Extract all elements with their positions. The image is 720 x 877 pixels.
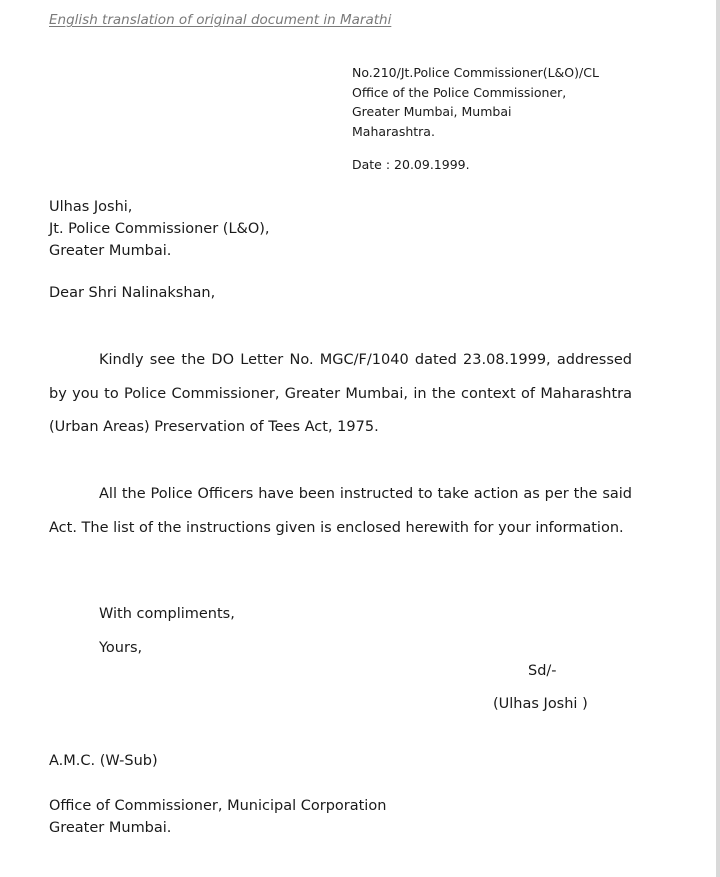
sender-block	[49, 196, 270, 262]
translation-note: English translation of original document in Marathi	[49, 12, 392, 28]
salutation: Dear Shri Nalinakshan,	[49, 285, 216, 301]
closing-yours: Yours,	[99, 640, 143, 656]
sender-designation: Jt. Police Commissioner (L&O),	[49, 221, 270, 237]
letter-date: Date : 20.09.1999.	[352, 157, 470, 172]
recipient-city-line: Greater Mumbai.	[49, 819, 172, 836]
body-paragraph-2: All the Police Officers have been instructed to take action as per the said Act. The list of the instructions given is enclosed herewith for your information.	[49, 486, 632, 536]
reference-number: No.210/Jt.Police Commissioner(L&O)/CL	[352, 65, 599, 80]
recipient-office-block	[49, 796, 386, 839]
sender-name: Ulhas Joshi,	[49, 199, 133, 215]
page-edge	[716, 0, 720, 877]
reference-city-line: Greater Mumbai, Mumbai	[352, 104, 512, 119]
copy-to-recipient: A.M.C. (W-Sub)	[49, 753, 158, 769]
reference-state-line: Maharashtra.	[352, 123, 435, 139]
sender-city: Greater Mumbai.	[49, 243, 172, 259]
reference-office-line: Office of the Police Commissioner,	[352, 84, 567, 100]
signature-mark: Sd/-	[528, 663, 557, 679]
reference-block	[352, 63, 599, 141]
signatory-name: (Ulhas Joshi )	[493, 696, 588, 712]
closing-compliments: With compliments,	[99, 606, 235, 622]
body-paragraph-1: Kindly see the DO Letter No. MGC/F/1040 dated 23.08.1999, addressed by you to Police Commissioner, Greater Mumbai, in the context of Maharashtra (Urban Areas) Preservation of Tees Act, 1975.	[49, 352, 632, 435]
recipient-office-line: Office of Commissioner, Municipal Corporation	[49, 798, 387, 814]
